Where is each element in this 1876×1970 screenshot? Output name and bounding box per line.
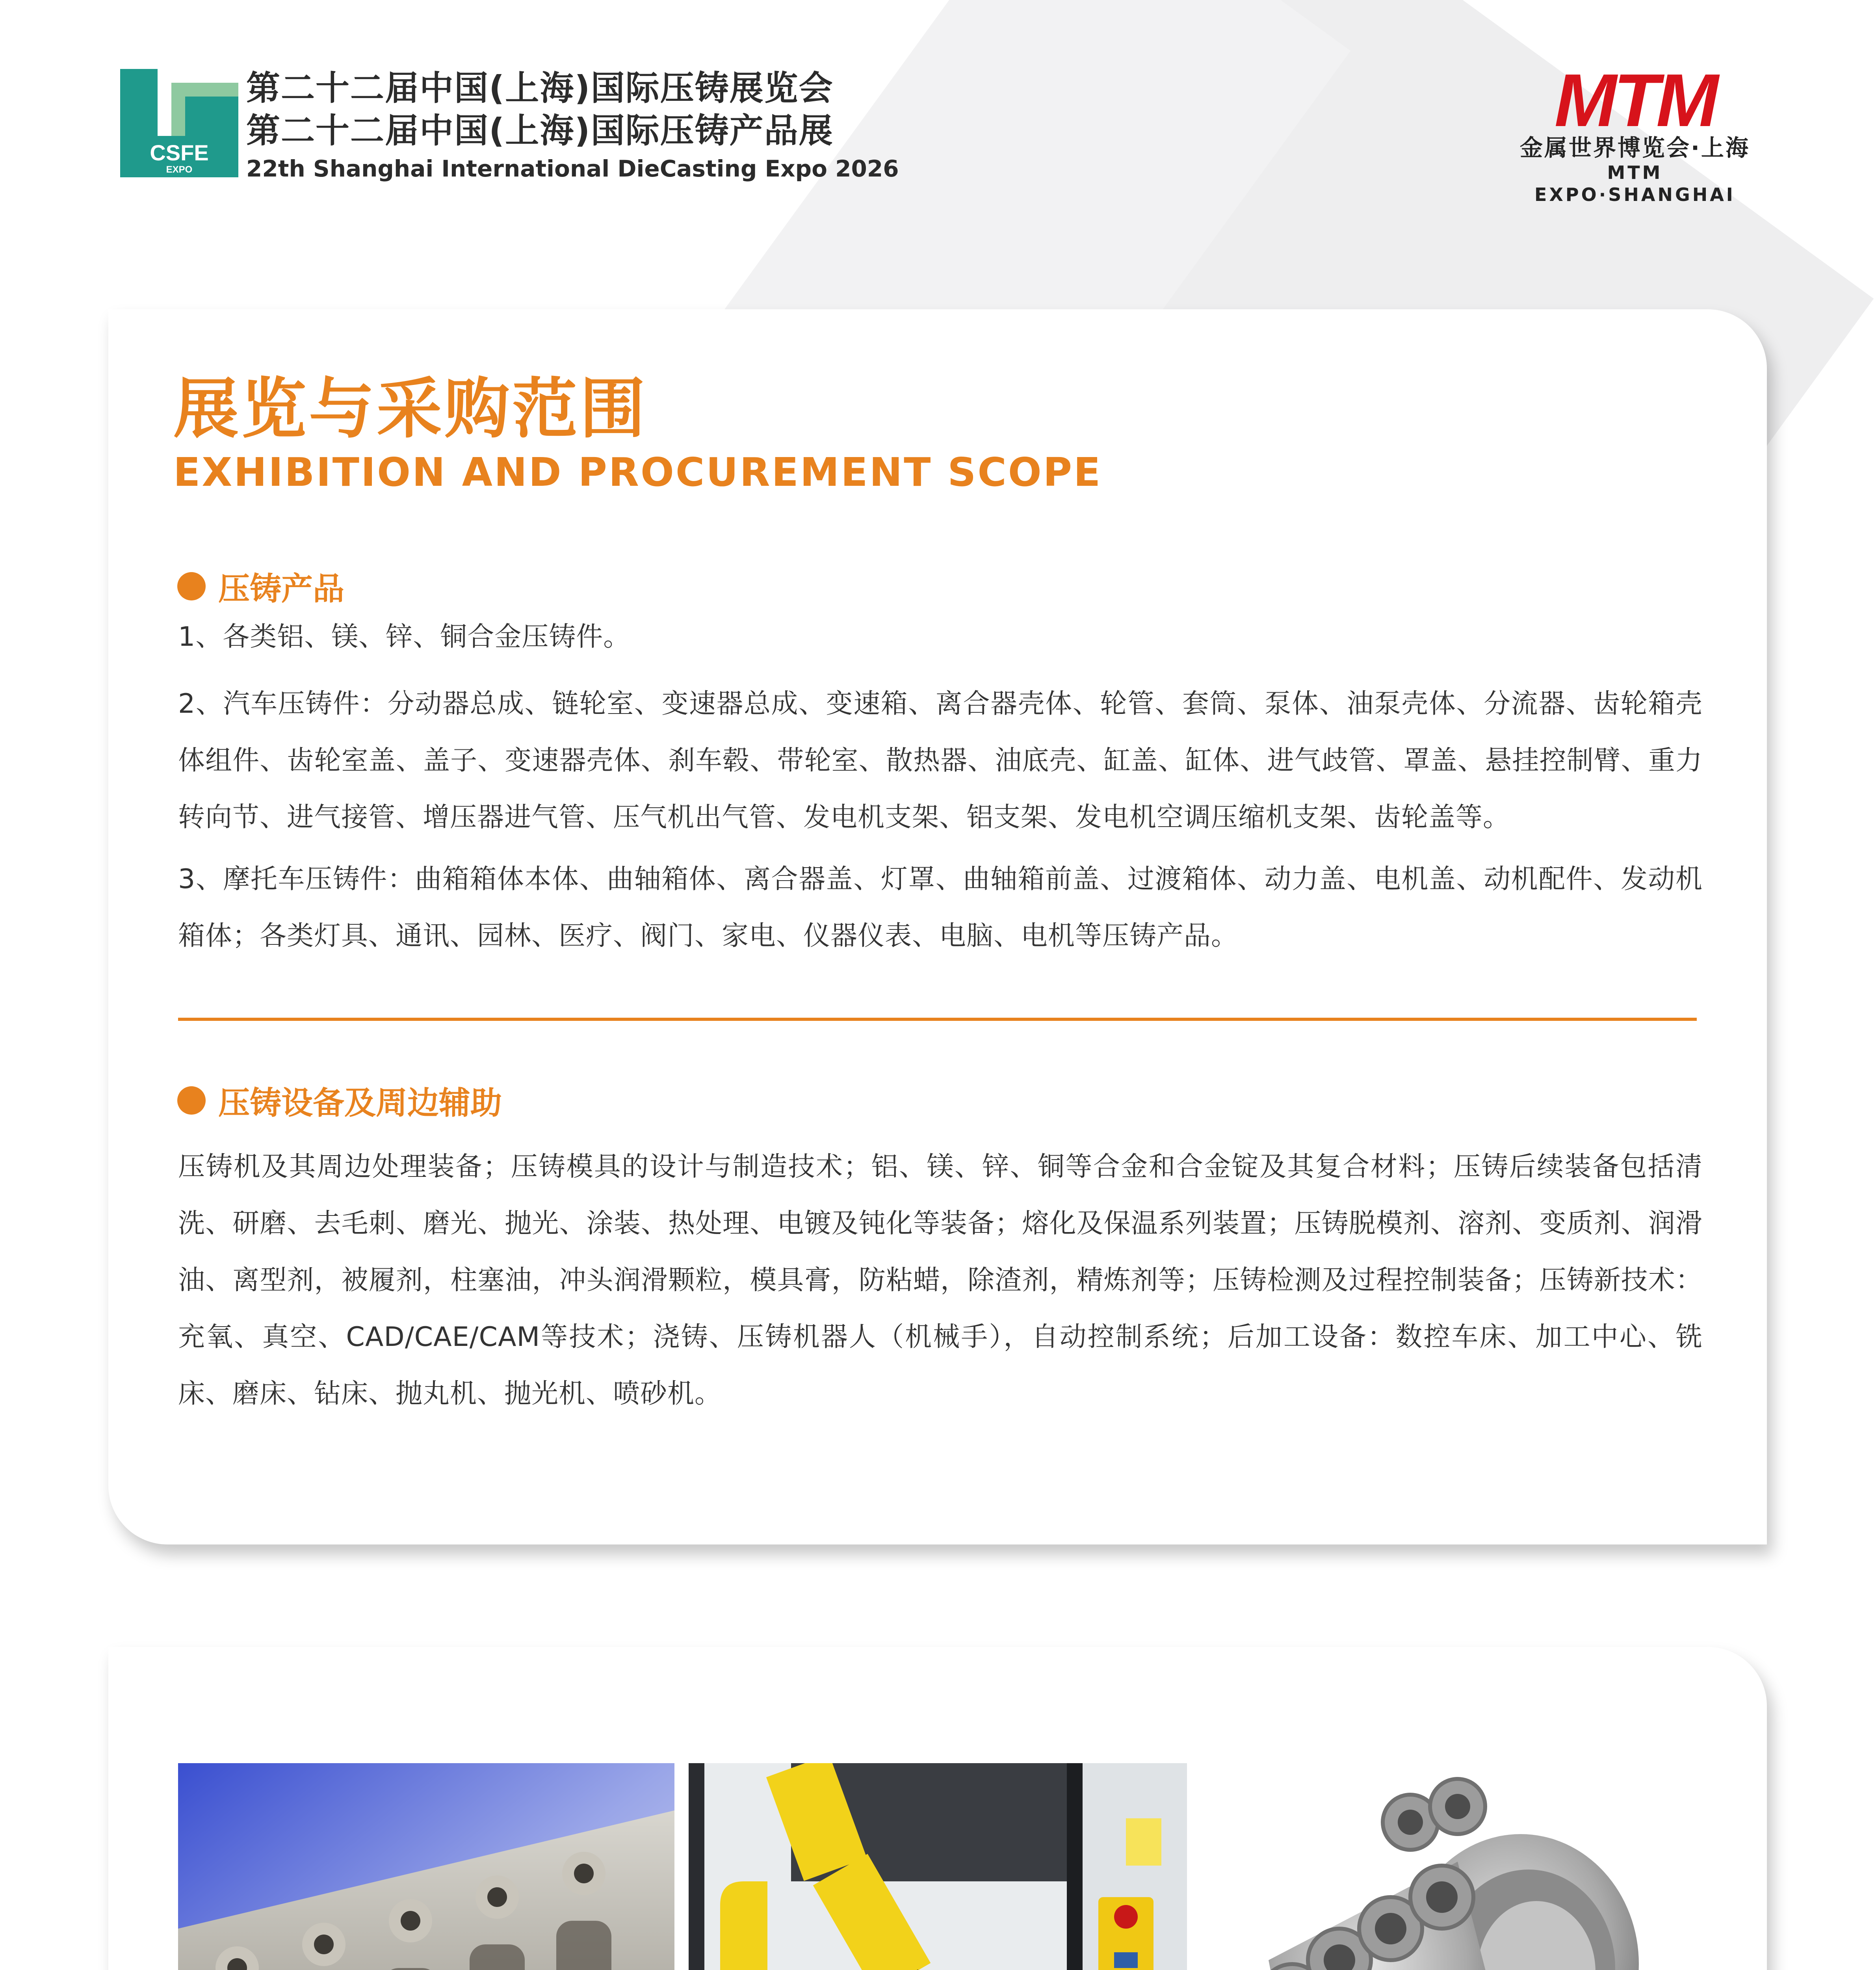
equipment-heading-text: 压铸设备及周边辅助 [218,1085,502,1121]
mtm-logo [1513,67,1757,205]
products-heading [177,563,344,609]
mtm-logo-text: MTM [1554,67,1716,134]
engine-block-photo [178,1763,674,1970]
csfe-logo-subtext: EXPO [166,164,193,175]
title-line-1: 第二十二届中国(上海)国际压铸展览会 [246,69,834,108]
casting-part-photo [1221,1763,1678,1970]
products-item-2: 2、汽车压铸件：分动器总成、链轮室、变速器总成、变速箱、离合器壳体、轮管、套筒、泵体、油泵壳体、分流器、齿轮箱壳体组件、齿轮室盖、盖子、变速器壳体、刹车毂、带轮室、散热器、油底壳、缸盖、缸体、进气歧管、罩盖、悬挂控制臂、重力转向节、进气接管、增压器进气管、压气机出气管、发电机支架、铝支架、发电机空调压缩机支架、齿轮盖等。 [178,688,1703,833]
csfe-logo [120,69,238,177]
csfe-logo-text: CSFE [150,140,209,165]
section-title-english: EXHIBITION AND PROCUREMENT SCOPE [173,449,1102,495]
section-title-chinese: 展览与采购范围 [173,371,648,447]
products-heading-text: 压铸产品 [218,571,344,607]
title-english: 22th Shanghai International DieCasting Expo 2026 [246,155,899,182]
products-item-1: 1、各类铝、镁、锌、铜合金压铸件。 [178,621,631,652]
equipment-text: 压铸机及其周边处理装备；压铸模具的设计与制造技术；铝、镁、锌、铜等合金和合金锭及其复合材料；压铸后续装备包括清洗、研磨、去毛刺、磨光、抛光、涂装、热处理、电镀及钝化等装备；熔化及保温系列装置；压铸脱模剂、溶剂、变质剂、润滑油、离型剂，被履剂，柱塞油，冲头润滑颗粒，模具膏，防粘蜡，除渣剂，精炼剂等；压铸检测及过程控制装备；压铸新技术：充氧、真空、CAD/CAE/CAM等技术；浇铸、压铸机器人（机械手），自动控制系统；后加工设备：数控车床、加工中心、铣床、磨床、钻床、抛丸机、抛光机、喷砂机。 [178,1151,1703,1409]
robot-arm-photo [689,1763,1187,1970]
title-line-2: 第二十二届中国(上海)国际压铸产品展 [246,111,834,151]
products-item-3: 3、摩托车压铸件：曲箱箱体本体、曲轴箱体、离合器盖、灯罩、曲轴箱前盖、过渡箱体、动力盖、电机盖、动机配件、发动机箱体；各类灯具、通讯、园林、医疗、阀门、家电、仪器仪表、电脑、电机等压铸产品。 [178,864,1703,952]
bullet-dot-icon [177,1086,206,1115]
bullet-dot-icon [177,572,206,600]
section-divider [178,1018,1697,1021]
mtm-chinese-name: 金属世界博览会·上海 [1519,134,1750,161]
mtm-english-name: MTM EXPO·SHANGHAI [1534,162,1735,205]
header-title [246,67,899,185]
equipment-heading [177,1078,502,1123]
